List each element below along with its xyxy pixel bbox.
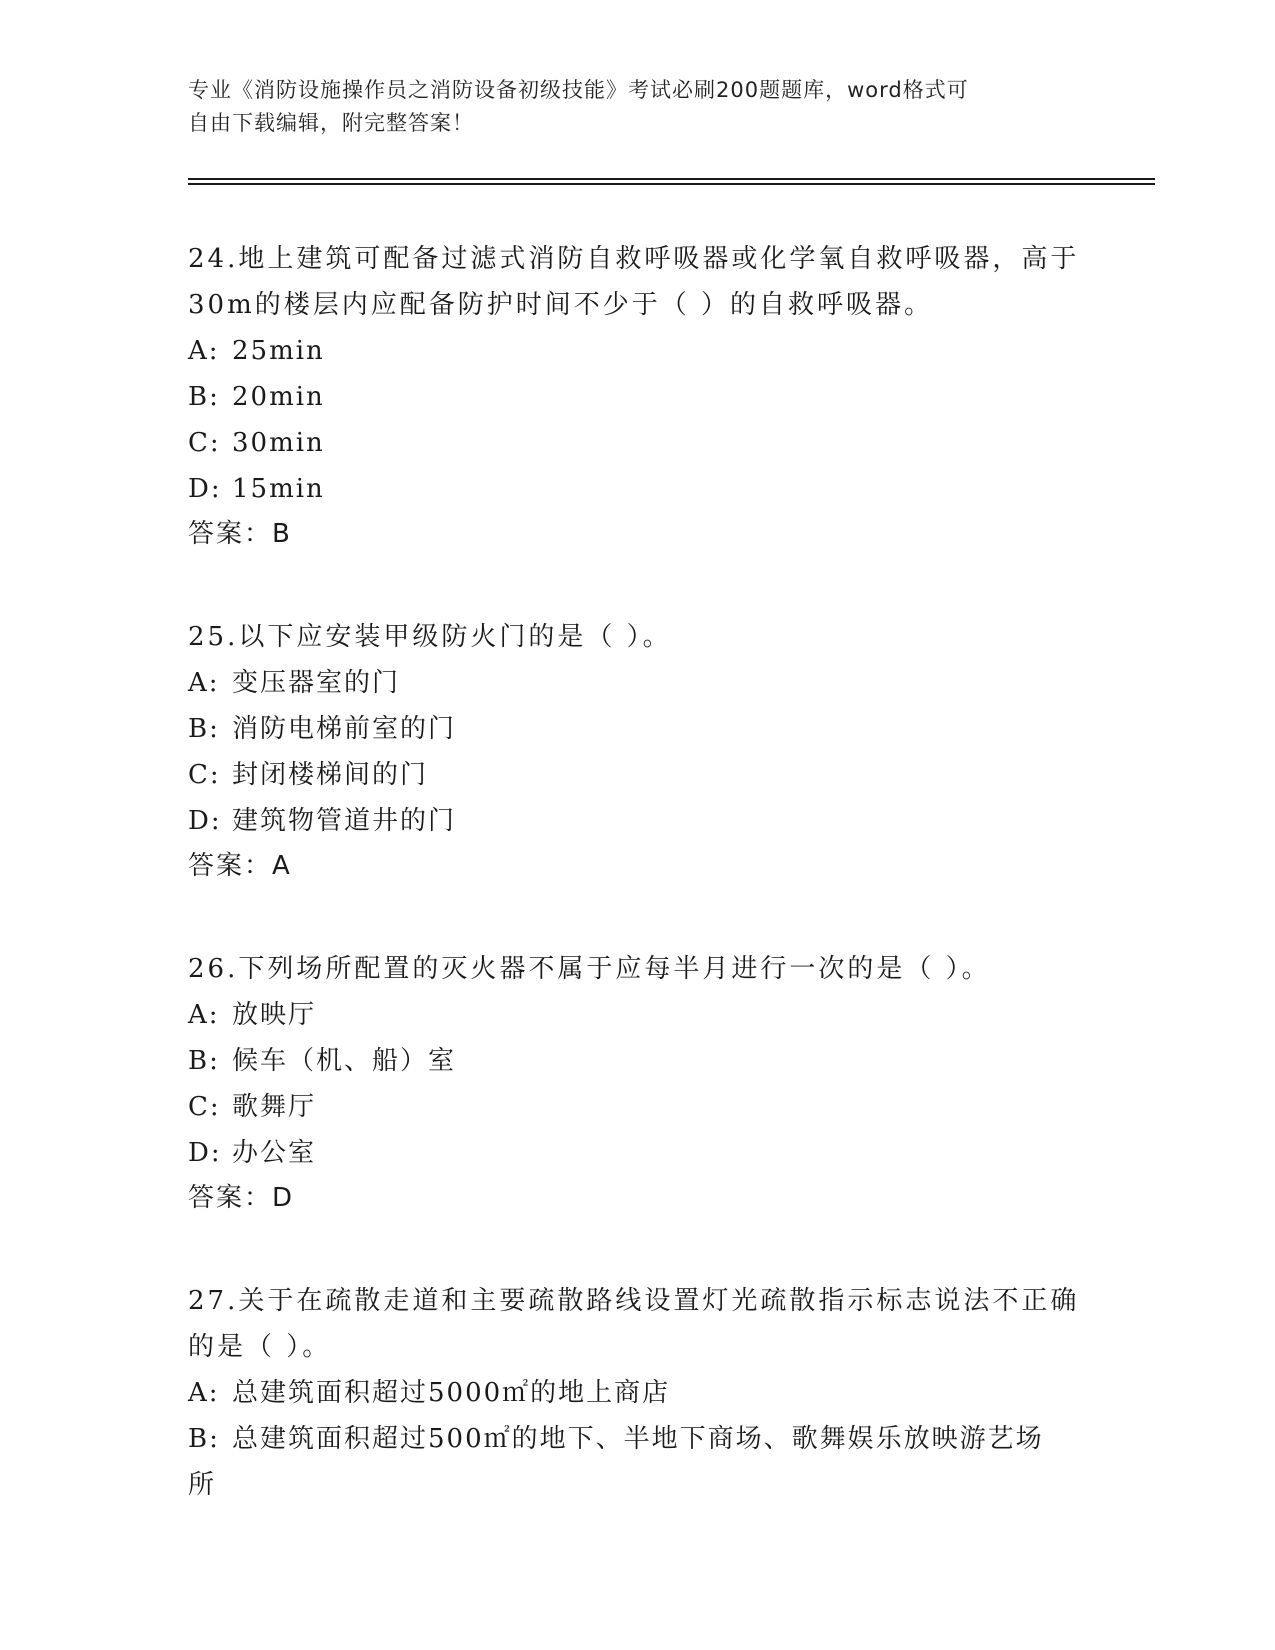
option-text: 消防电梯前室的门 [232,714,457,744]
stem-line: 26.下列场所配置的灭火器不属于应每半月进行一次的是（ ）。 [188,954,991,984]
option-key: D: [188,474,222,504]
option-c [188,1084,1088,1130]
option-text: 歌舞厅 [232,1092,317,1122]
option-d [188,798,1088,844]
option-b-continuation [188,1462,1088,1508]
option-key: A: [188,1000,220,1030]
option-key: C: [188,760,221,790]
header-line-1: 专业《消防设施操作员之消防设备初级技能》考试必刷200题题库，word格式可 [188,78,969,102]
question-stem [188,946,1088,992]
document-header [188,74,1068,140]
option-text: 变压器室的门 [232,668,401,698]
option-text: 所 [188,1470,217,1500]
option-key: D: [188,806,222,836]
option-key: B: [188,714,220,744]
option-a [188,1370,1088,1416]
option-key: B: [188,382,220,412]
option-text: 封闭楼梯间的门 [232,760,429,790]
option-key: C: [188,1092,221,1122]
option-b [188,374,1088,420]
answer-label: 答案：B [188,519,292,549]
question-24 [188,236,1088,556]
header-divider-top [188,178,1155,180]
option-text: 建筑物管道井的门 [232,806,457,836]
question-stem [188,1278,1088,1370]
option-key: A: [188,336,220,366]
option-key: C: [188,428,221,458]
option-d [188,1130,1088,1176]
option-text: 总建筑面积超过500㎡的地下、半地下商场、歌舞娱乐放映游艺场 [232,1424,1044,1454]
question-27 [188,1278,1088,1508]
option-c [188,752,1088,798]
option-text: 15min [232,474,325,504]
option-key: A: [188,1378,220,1408]
option-c [188,420,1088,466]
option-key: D: [188,1138,222,1168]
question-stem [188,236,1088,328]
option-b [188,1038,1088,1084]
option-d [188,466,1088,512]
option-text: 办公室 [232,1138,317,1168]
option-text: 20min [232,382,325,412]
answer-label: 答案：D [188,1183,295,1213]
option-text: 25min [232,336,325,366]
stem-line: 25.以下应安装甲级防火门的是（ ）。 [188,622,672,652]
option-text: 总建筑面积超过5000㎡的地上商店 [232,1378,671,1408]
option-key: A: [188,668,220,698]
header-line-2: 自由下载编辑，附完整答案！ [188,111,474,135]
question-25 [188,614,1088,888]
answer-label: 答案：A [188,851,292,881]
option-key: B: [188,1046,220,1076]
option-b [188,1416,1088,1462]
question-list [188,236,1088,1566]
stem-line: 30m的楼层内应配备防护时间不少于（ ）的自救呼吸器。 [188,290,934,320]
question-stem [188,614,1088,660]
option-text: 30min [232,428,325,458]
option-b [188,706,1088,752]
option-key: B: [188,1424,220,1454]
stem-line: 的是（ ）。 [188,1332,332,1362]
option-a [188,660,1088,706]
option-text: 放映厅 [232,1000,317,1030]
stem-line: 24.地上建筑可配备过滤式消防自救呼吸器或化学氧自救呼吸器，高于 [188,244,1080,274]
option-a [188,328,1088,374]
header-divider-bottom [188,183,1155,185]
option-a [188,992,1088,1038]
stem-line: 27.关于在疏散走道和主要疏散路线设置灯光疏散指示标志说法不正确 [188,1286,1080,1316]
option-text: 候车（机、船）室 [232,1046,457,1076]
question-26 [188,946,1088,1220]
